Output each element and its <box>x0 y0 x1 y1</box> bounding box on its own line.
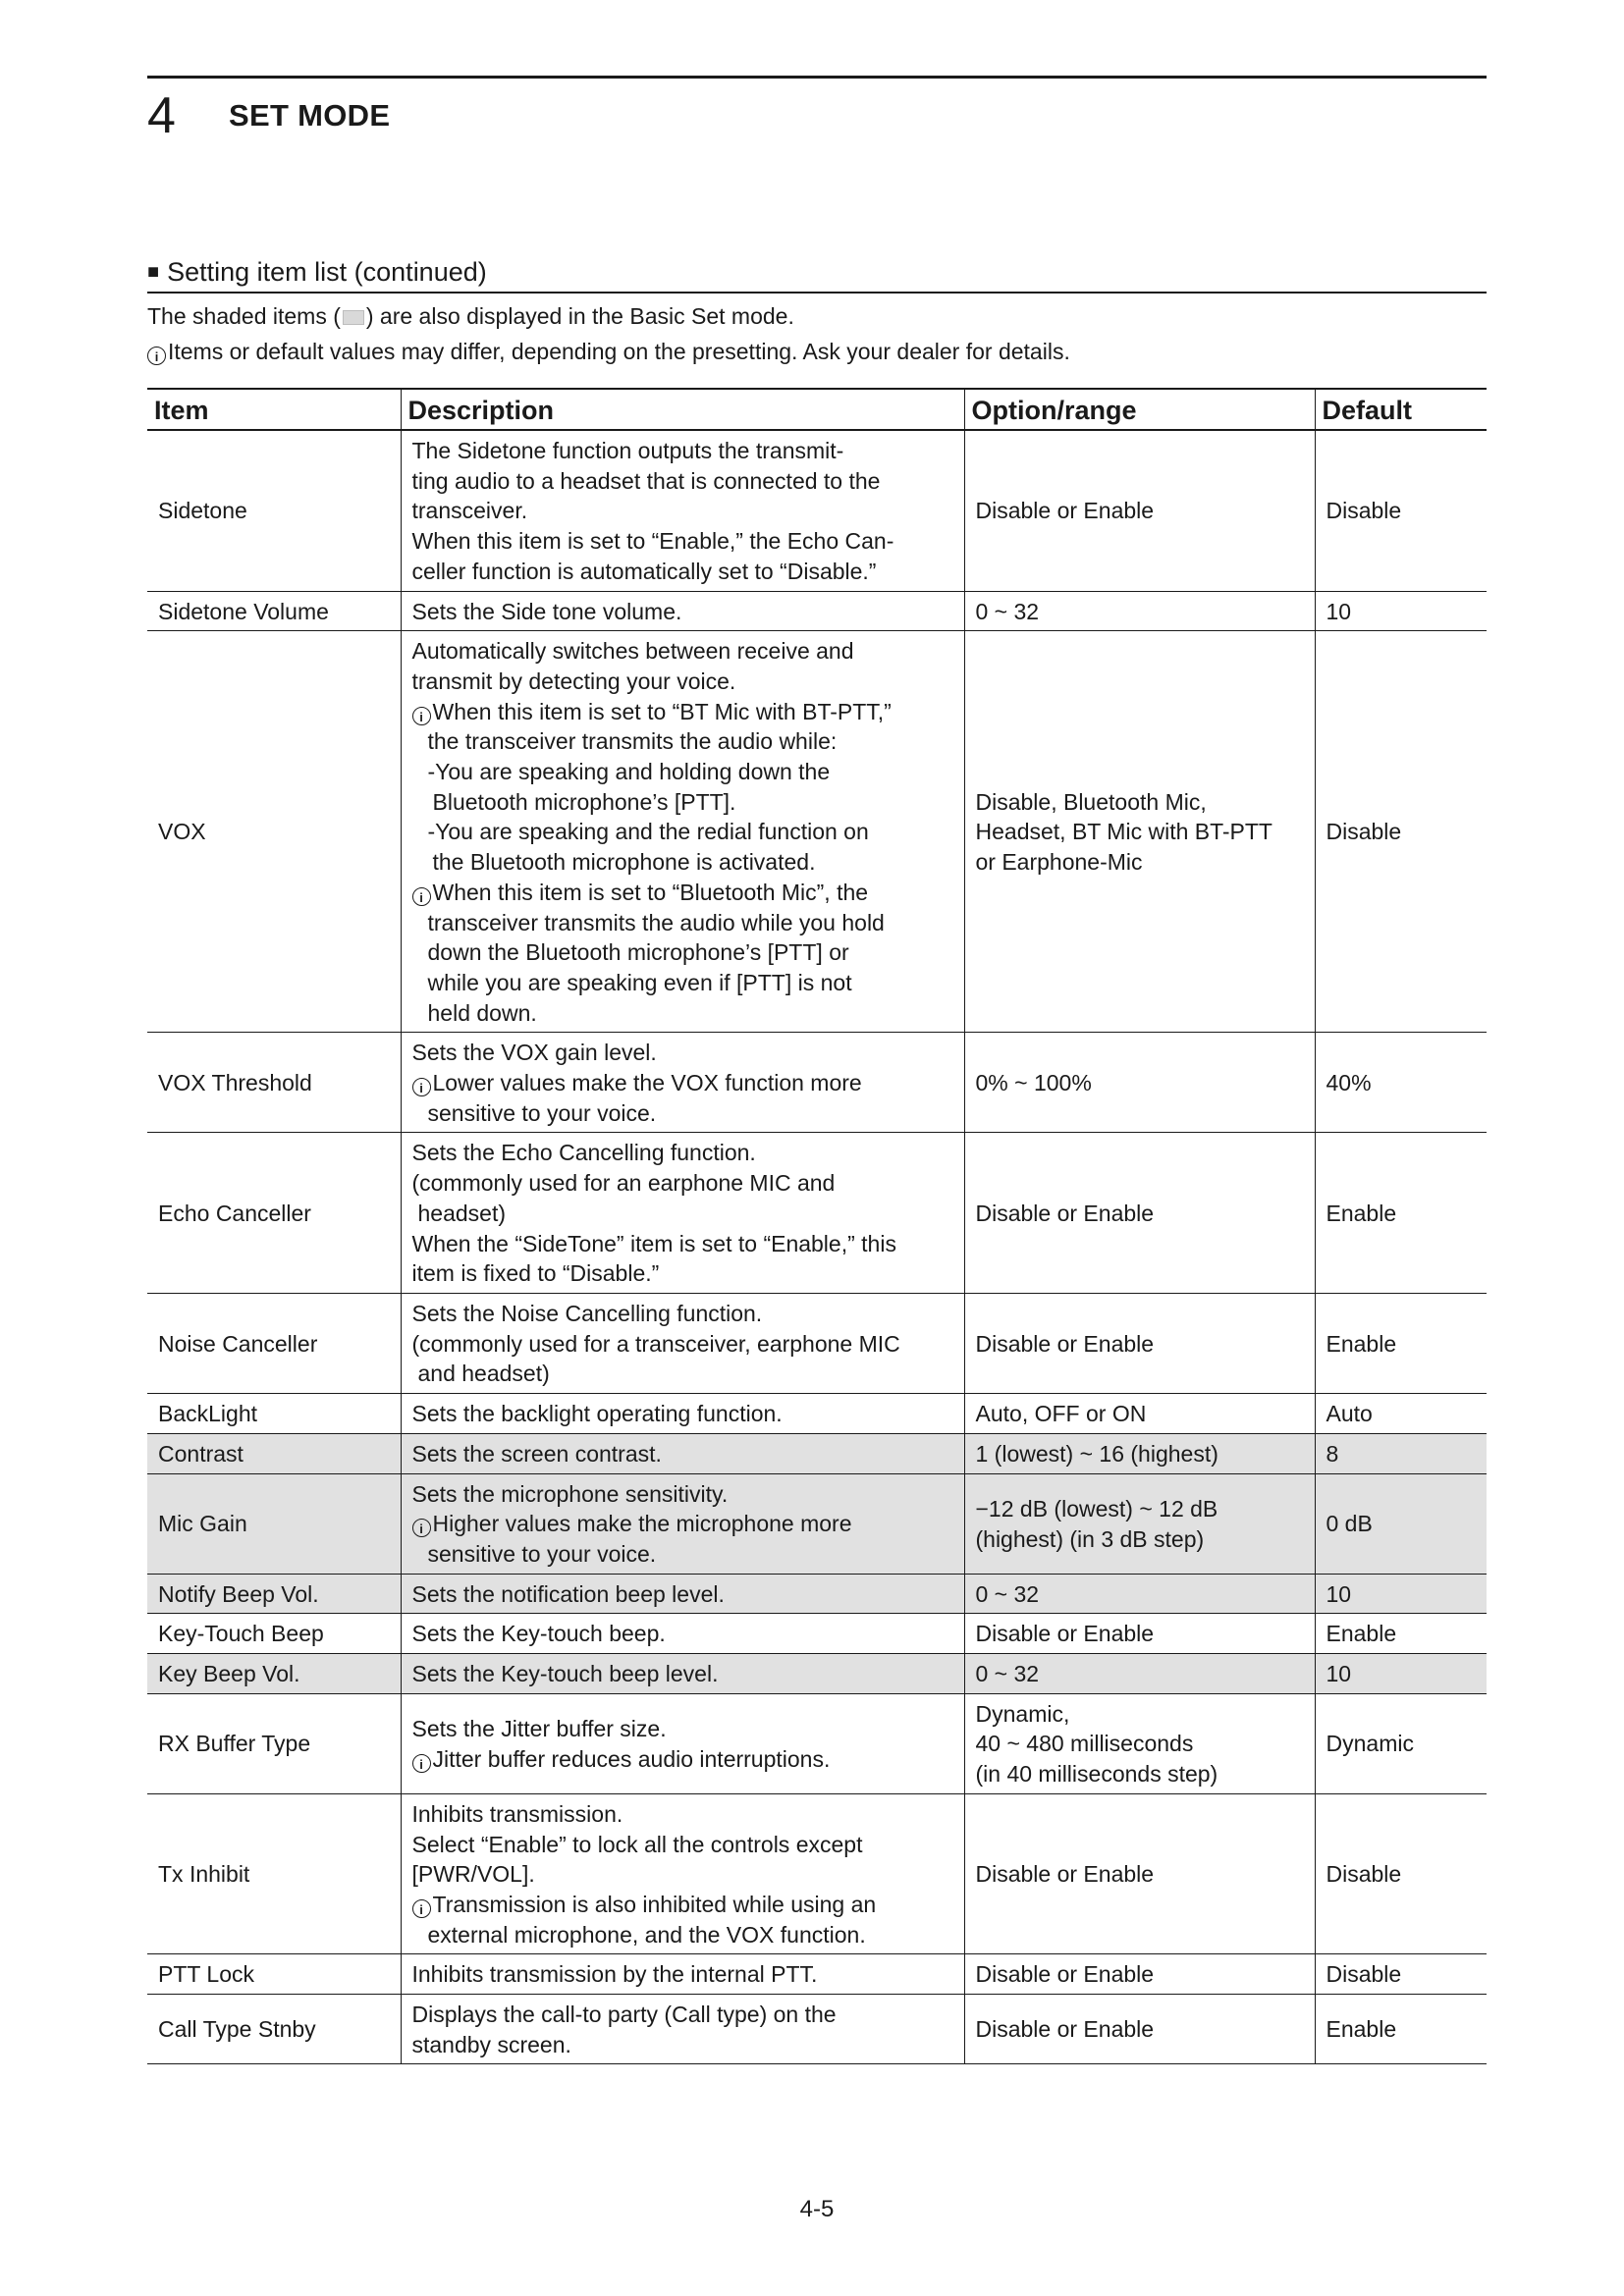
info-icon: i <box>412 1899 431 1918</box>
default-cell: Disable <box>1315 430 1487 591</box>
table-row <box>147 1793 1487 1954</box>
description-text: transceiver. <box>411 498 528 524</box>
description-line <box>412 1138 954 1168</box>
description-line <box>412 1619 954 1649</box>
description-cell <box>401 1473 964 1574</box>
description-line <box>412 1859 954 1890</box>
description-line <box>412 697 954 727</box>
description-line <box>412 968 954 998</box>
item-cell: Call Type Stnby <box>147 1995 401 2064</box>
description-line <box>412 557 954 587</box>
description-text: ting audio to a headset that is connected to the <box>411 467 881 494</box>
default-cell: 10 <box>1315 1574 1487 1614</box>
description-line <box>412 1744 954 1775</box>
description-text: Sets the VOX gain level. <box>411 1040 657 1066</box>
description-text: -You are speaking and the redial function on <box>427 819 869 845</box>
description-line <box>412 1539 954 1570</box>
option-cell <box>964 1473 1315 1574</box>
table-row <box>147 1433 1487 1473</box>
square-bullet-icon: ■ <box>147 261 160 283</box>
table-row <box>147 1954 1487 1995</box>
description-line <box>412 597 954 627</box>
item-cell: Sidetone Volume <box>147 591 401 631</box>
default-cell: Enable <box>1315 1995 1487 2064</box>
description-text: Transmission is also inhibited while using an <box>432 1891 877 1917</box>
option-line: 0 ~ 32 <box>975 598 1040 624</box>
item-cell: Noise Canceller <box>147 1293 401 1393</box>
option-line: Disable or Enable <box>975 1200 1155 1226</box>
description-line <box>412 847 954 878</box>
info-icon: i <box>412 887 431 906</box>
header-default: Default <box>1315 389 1487 430</box>
description-text: down the Bluetooth microphone’s [PTT] or <box>427 939 849 966</box>
info-icon: i <box>412 707 431 725</box>
default-cell: Enable <box>1315 1614 1487 1654</box>
description-text: headset) <box>417 1200 507 1226</box>
table-row <box>147 631 1487 1033</box>
option-cell <box>964 1693 1315 1793</box>
description-text: the transceiver transmits the audio while: <box>427 728 838 755</box>
table-row <box>147 591 1487 631</box>
description-cell <box>401 1614 964 1654</box>
item-cell: VOX <box>147 631 401 1033</box>
table-row <box>147 1614 1487 1654</box>
chapter-title: SET MODE <box>229 98 391 133</box>
description-text: Sets the Noise Cancelling function. <box>411 1300 763 1326</box>
default-cell: Enable <box>1315 1293 1487 1393</box>
description-cell <box>401 1654 964 1694</box>
description-line <box>412 878 954 908</box>
item-cell: Mic Gain <box>147 1473 401 1574</box>
option-cell <box>964 430 1315 591</box>
description-text: (commonly used for an earphone MIC and <box>411 1170 836 1197</box>
description-line <box>412 1229 954 1259</box>
description-text: Lower values make the VOX function more <box>432 1070 862 1096</box>
header-item: Item <box>147 389 401 430</box>
page-number: 4-5 <box>799 2196 835 2222</box>
header-description: Description <box>401 389 964 430</box>
description-line <box>412 757 954 787</box>
description-cell <box>401 631 964 1033</box>
description-text: transceiver transmits the audio while you hold <box>427 909 885 935</box>
option-line: −12 dB (lowest) ~ 12 dB <box>975 1495 1218 1522</box>
description-text: celler function is automatically set to “Disable.” <box>411 558 877 584</box>
option-cell <box>964 1394 1315 1434</box>
description-line <box>412 817 954 847</box>
item-cell: PTT Lock <box>147 1954 401 1995</box>
description-line <box>412 1479 954 1510</box>
default-cell: 40% <box>1315 1033 1487 1133</box>
description-line <box>412 526 954 557</box>
description-text: When this item is set to “Bluetooth Mic”, the <box>432 879 869 905</box>
description-text: Sets the Jitter buffer size. <box>411 1716 667 1742</box>
default-cell: 10 <box>1315 1654 1487 1694</box>
item-cell: Sidetone <box>147 430 401 591</box>
description-text: Sets the Key-touch beep level. <box>411 1661 719 1687</box>
table-body <box>147 430 1487 2064</box>
description-text: Sets the Key-touch beep. <box>411 1621 666 1647</box>
description-text: item is fixed to “Disable.” <box>411 1260 660 1287</box>
description-line <box>412 1359 954 1389</box>
info-icon: i <box>412 1754 431 1773</box>
description-line <box>412 1830 954 1860</box>
description-line <box>412 2030 954 2060</box>
option-line: Disable or Enable <box>975 1621 1155 1647</box>
intro-text-before: The shaded items ( <box>147 303 341 329</box>
description-line <box>412 937 954 968</box>
description-text: Sets the notification beep level. <box>411 1580 725 1607</box>
description-line <box>412 1199 954 1229</box>
description-line <box>412 667 954 697</box>
option-cell <box>964 1574 1315 1614</box>
table-row <box>147 1033 1487 1133</box>
description-text: Inhibits transmission by the internal PTT. <box>411 1961 818 1988</box>
description-text: Sets the Echo Cancelling function. <box>411 1140 756 1166</box>
option-cell <box>964 1954 1315 1995</box>
description-cell <box>401 1033 964 1133</box>
default-cell: 10 <box>1315 591 1487 631</box>
option-line: (highest) (in 3 dB step) <box>975 1525 1205 1552</box>
item-cell: Tx Inhibit <box>147 1793 401 1954</box>
description-line <box>412 1959 954 1990</box>
description-line <box>412 636 954 667</box>
intro-shaded-note <box>147 301 794 331</box>
default-cell: Disable <box>1315 1793 1487 1954</box>
option-cell <box>964 591 1315 631</box>
description-text: Sets the microphone sensitivity. <box>411 1480 729 1507</box>
chapter-number: 4 <box>147 87 176 144</box>
option-line: Disable or Enable <box>975 1330 1155 1357</box>
table-row <box>147 1654 1487 1694</box>
description-line <box>412 1329 954 1360</box>
description-line <box>412 998 954 1029</box>
description-text: the Bluetooth microphone is activated. <box>432 849 816 876</box>
option-line: Disable or Enable <box>975 498 1155 524</box>
description-text: Sets the Side tone volume. <box>411 598 682 624</box>
description-cell <box>401 1433 964 1473</box>
description-line <box>412 1890 954 1920</box>
description-text: transmit by detecting your voice. <box>411 667 736 694</box>
table-row <box>147 1293 1487 1393</box>
description-cell <box>401 1693 964 1793</box>
description-text: sensitive to your voice. <box>427 1540 657 1567</box>
description-text: standby screen. <box>411 2031 571 2057</box>
section-heading <box>147 254 1487 294</box>
description-text: Jitter buffer reduces audio interruptions. <box>432 1745 831 1772</box>
description-text: The Sidetone function outputs the transmit- <box>411 438 844 463</box>
description-line <box>412 1799 954 1830</box>
option-cell <box>964 1793 1315 1954</box>
description-line <box>412 1920 954 1950</box>
default-cell: Auto <box>1315 1394 1487 1434</box>
description-line <box>412 496 954 526</box>
option-line: Auto, OFF or ON <box>975 1401 1147 1427</box>
option-line: Dynamic, <box>975 1700 1070 1727</box>
table-row <box>147 1574 1487 1614</box>
description-text: Sets the backlight operating function. <box>411 1401 783 1427</box>
description-line <box>412 1509 954 1539</box>
description-line <box>412 1168 954 1199</box>
header-option-range: Option/range <box>964 389 1315 430</box>
description-line <box>412 1299 954 1329</box>
info-icon: i <box>412 1078 431 1096</box>
option-line: Headset, BT Mic with BT-PTT <box>975 819 1272 845</box>
item-cell: Contrast <box>147 1433 401 1473</box>
default-cell: Disable <box>1315 1954 1487 1995</box>
description-text: Select “Enable” to lock all the controls except <box>411 1831 863 1857</box>
description-cell <box>401 591 964 631</box>
description-cell <box>401 1293 964 1393</box>
default-cell: Enable <box>1315 1133 1487 1294</box>
description-cell <box>401 1574 964 1614</box>
option-cell <box>964 1614 1315 1654</box>
description-text: Displays the call-to party (Call type) on the <box>411 2002 837 2028</box>
table-row <box>147 430 1487 591</box>
description-text: -You are speaking and holding down the <box>427 759 831 785</box>
info-icon: i <box>147 347 166 365</box>
description-cell <box>401 1133 964 1294</box>
table-row <box>147 1995 1487 2064</box>
default-cell: Dynamic <box>1315 1693 1487 1793</box>
option-line: 0% ~ 100% <box>975 1070 1092 1096</box>
description-cell <box>401 1793 964 1954</box>
item-cell: BackLight <box>147 1394 401 1434</box>
item-cell: Echo Canceller <box>147 1133 401 1294</box>
description-line <box>412 1659 954 1689</box>
default-cell: 0 dB <box>1315 1473 1487 1574</box>
item-cell: Key-Touch Beep <box>147 1614 401 1654</box>
table-header-row <box>147 389 1487 430</box>
description-line <box>412 787 954 818</box>
item-cell: Key Beep Vol. <box>147 1654 401 1694</box>
item-cell: Notify Beep Vol. <box>147 1574 401 1614</box>
description-line <box>412 1439 954 1469</box>
item-cell: RX Buffer Type <box>147 1693 401 1793</box>
item-cell: VOX Threshold <box>147 1033 401 1133</box>
default-cell: 8 <box>1315 1433 1487 1473</box>
description-text: Bluetooth microphone’s [PTT]. <box>432 788 736 815</box>
option-line: Disable or Enable <box>975 1961 1155 1988</box>
table-row <box>147 1693 1487 1793</box>
description-cell <box>401 430 964 591</box>
intro-text-after: ) are also displayed in the Basic Set mode. <box>365 303 794 329</box>
description-text: external microphone, and the VOX function. <box>427 1921 866 1948</box>
table-row <box>147 1133 1487 1294</box>
option-cell <box>964 1293 1315 1393</box>
description-text: while you are speaking even if [PTT] is not <box>427 969 852 995</box>
option-cell <box>964 1995 1315 2064</box>
option-cell <box>964 1133 1315 1294</box>
description-text: Inhibits transmission. <box>411 1800 623 1827</box>
option-cell <box>964 631 1315 1033</box>
description-text: When this item is set to “BT Mic with BT-PTT,” <box>432 698 892 724</box>
option-cell <box>964 1654 1315 1694</box>
table-row <box>147 1394 1487 1434</box>
option-line: Disable, Bluetooth Mic, <box>975 788 1207 815</box>
dealer-note-text: Items or default values may differ, depending on the presetting. Ask your dealer for details. <box>168 339 1070 364</box>
description-text: Higher values make the microphone more <box>432 1511 852 1537</box>
description-text: When this item is set to “Enable,” the Echo Can- <box>411 528 894 555</box>
table-row <box>147 1473 1487 1574</box>
settings-table <box>147 388 1487 2064</box>
description-line <box>412 436 954 466</box>
description-text: Sets the screen contrast. <box>411 1440 662 1467</box>
default-cell: Disable <box>1315 631 1487 1033</box>
description-line <box>412 726 954 757</box>
description-text: When the “SideTone” item is set to “Enable,” this <box>411 1230 896 1256</box>
shaded-swatch-icon <box>343 310 364 325</box>
option-line: or Earphone-Mic <box>975 849 1143 876</box>
description-line <box>412 908 954 938</box>
option-cell <box>964 1033 1315 1133</box>
description-cell <box>401 1394 964 1434</box>
option-line: 0 ~ 32 <box>975 1661 1040 1687</box>
intro-dealer-note <box>147 337 1070 366</box>
description-line <box>412 1068 954 1098</box>
description-text: sensitive to your voice. <box>427 1099 657 1126</box>
option-line: (in 40 milliseconds step) <box>975 1761 1218 1788</box>
description-text: and headset) <box>417 1361 550 1387</box>
description-line <box>412 2000 954 2030</box>
description-line <box>412 1258 954 1289</box>
description-line <box>412 1714 954 1744</box>
option-line: Disable or Enable <box>975 2016 1155 2043</box>
section-title: Setting item list (continued) <box>167 257 487 287</box>
option-cell <box>964 1433 1315 1473</box>
description-line <box>412 1579 954 1610</box>
description-text: held down. <box>427 999 537 1026</box>
description-text: Automatically switches between receive and <box>411 638 854 665</box>
description-cell <box>401 1954 964 1995</box>
option-line: 0 ~ 32 <box>975 1580 1040 1607</box>
description-cell <box>401 1995 964 2064</box>
description-line <box>412 1038 954 1068</box>
top-rule <box>147 76 1487 79</box>
option-line: 1 (lowest) ~ 16 (highest) <box>975 1440 1218 1467</box>
description-text: [PWR/VOL]. <box>411 1861 535 1888</box>
description-line <box>412 1399 954 1429</box>
description-text: (commonly used for a transceiver, earphone MIC <box>411 1330 900 1357</box>
info-icon: i <box>412 1519 431 1537</box>
option-line: Disable or Enable <box>975 1861 1155 1888</box>
description-line <box>412 1098 954 1129</box>
option-line: 40 ~ 480 milliseconds <box>975 1731 1194 1757</box>
description-line <box>412 466 954 497</box>
